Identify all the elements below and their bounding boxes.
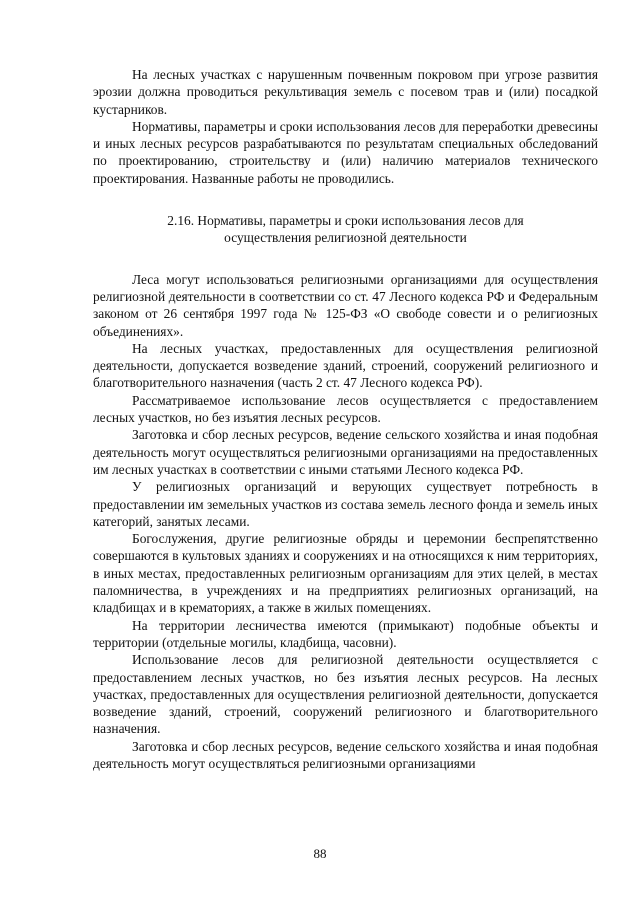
page-number: 88 [313,846,327,861]
paragraph: Богослужения, другие религиозные обряды и церемонии беспрепятственно совершаются в культовых зданиях и сооружениях и на относящихся к ним территориях, в иных местах, предоставленных религиозным организациям для этих целей, в местах паломничества, в учреждениях и на предприятиях религиозных организаций, на кладбищах и в крематориях, а также в жилых помещениях. [93,531,598,616]
paragraph: На лесных участках, предоставленных для осуществления религиозной деятельности, допускается возведение зданий, строений, сооружений религиозного и благотворительного назначения (часть 2 ст. 47 Лесного кодекса РФ). [93,340,598,391]
page-body [93,66,598,772]
paragraph: Рассматриваемое использование лесов осуществляется с предоставлением лесных участков, но без изъятия лесных ресурсов. [93,392,598,426]
paragraph: Заготовка и сбор лесных ресурсов, ведение сельского хозяйства и иная подобная деятельность могут осуществляться религиозными организациями на предоставленных им лесных участках в соответствии с иными статьями Лесного кодекса РФ. [93,427,598,477]
paragraph: На территории лесничества имеются (примыкают) подобные объекты и территории (отдельные могилы, кладбища, часовни). [93,617,598,650]
section-heading: 2.16. Нормативы, параметры и сроки использования лесов для осуществления религиозной деятельности [167,213,524,246]
paragraph: У религиозных организаций и верующих существует потребность в предоставлении им земельных участков из состава земель лесного фонда и земель иных категорий, занятых лесами. [93,479,598,529]
paragraph: Нормативы, параметры и сроки использования лесов для переработки древесины и иных лесных ресурсов разрабатываются по результатам специальных обследований по проектированию, строительству и (или) наличию материалов технического проектирования. Названные работы не проводились. [93,118,598,186]
paragraph: Леса могут использоваться религиозными организациями для осуществления религиозной деятельности в соответствии со ст. 47 Лесного кодекса РФ и Федеральным законом от 26 сентября 1997 года № 125-ФЗ «О свободе совести и о религиозных объединениях». [93,271,598,339]
paragraph: Использование лесов для религиозной деятельности осуществляется с предоставлением лесных участков, но без изъятия лесных ресурсов. На лесных участках, предоставленных для осуществления религиозной деятельности, допускается возведение зданий, строений, сооружений религиозного и благотворительного назначения. [93,652,598,737]
paragraph: На лесных участках с нарушенным почвенным покровом при угрозе развития эрозии должна проводиться рекультивация земель с посевом трав и (или) посадкой кустарников. [93,67,598,117]
paragraph: Заготовка и сбор лесных ресурсов, ведение сельского хозяйства и иная подобная деятельность могут осуществляться религиозными организациями [93,738,598,771]
